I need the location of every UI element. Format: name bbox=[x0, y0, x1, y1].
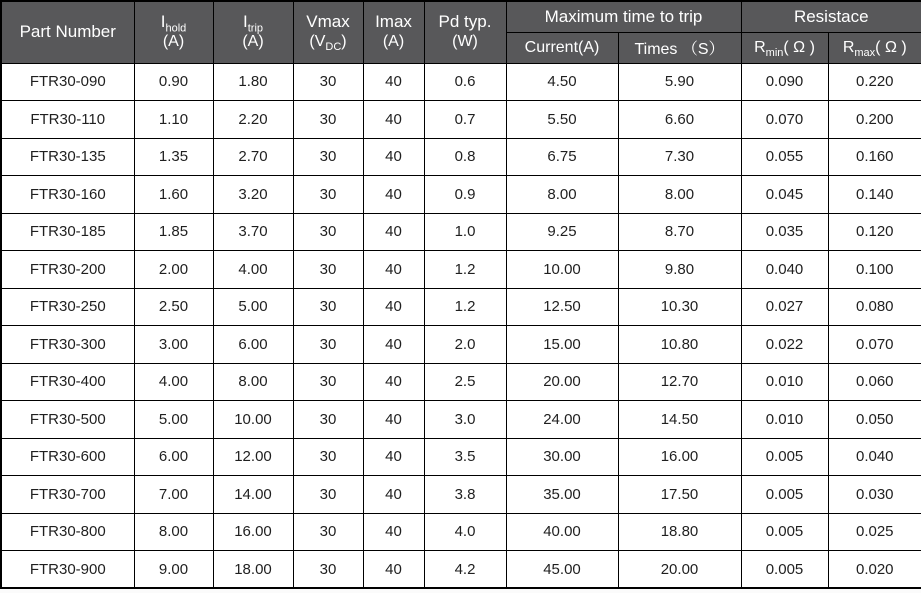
value-cell: 0.055 bbox=[741, 138, 828, 176]
value-cell: 0.220 bbox=[828, 63, 921, 101]
part-number-cell: FTR30-160 bbox=[1, 176, 134, 214]
value-cell: 2.70 bbox=[213, 138, 293, 176]
value-cell: 0.160 bbox=[828, 138, 921, 176]
value-cell: 30 bbox=[293, 176, 363, 214]
value-cell: 12.50 bbox=[506, 288, 618, 326]
value-cell: 0.070 bbox=[828, 326, 921, 364]
col-header-pd-typ bbox=[424, 1, 506, 63]
value-cell: 8.00 bbox=[506, 176, 618, 214]
value-cell: 40 bbox=[363, 251, 424, 289]
value-cell: 1.60 bbox=[134, 176, 213, 214]
value-cell: 0.020 bbox=[828, 551, 921, 589]
value-cell: 10.00 bbox=[506, 251, 618, 289]
table-row bbox=[1, 476, 921, 514]
value-cell: 0.027 bbox=[741, 288, 828, 326]
value-cell: 2.00 bbox=[134, 251, 213, 289]
value-cell: 40 bbox=[363, 513, 424, 551]
vmax-base: Vmax bbox=[306, 12, 350, 32]
part-number-cell: FTR30-185 bbox=[1, 213, 134, 251]
value-cell: 14.00 bbox=[213, 476, 293, 514]
col-header-part-number: Part Number bbox=[1, 1, 134, 63]
table-row bbox=[1, 288, 921, 326]
col-header-vmax bbox=[293, 1, 363, 63]
col-header-rmin bbox=[741, 32, 828, 63]
value-cell: 30 bbox=[293, 513, 363, 551]
value-cell: 5.00 bbox=[134, 401, 213, 439]
value-cell: 0.080 bbox=[828, 288, 921, 326]
value-cell: 0.005 bbox=[741, 438, 828, 476]
value-cell: 1.2 bbox=[424, 251, 506, 289]
table-row bbox=[1, 213, 921, 251]
value-cell: 30 bbox=[293, 138, 363, 176]
value-cell: 0.010 bbox=[741, 401, 828, 439]
part-number-cell: FTR30-500 bbox=[1, 401, 134, 439]
value-cell: 3.00 bbox=[134, 326, 213, 364]
value-cell: 40 bbox=[363, 326, 424, 364]
col-group-max-time-to-trip: Maximum time to trip bbox=[506, 1, 741, 32]
value-cell: 0.035 bbox=[741, 213, 828, 251]
value-cell: 0.070 bbox=[741, 101, 828, 139]
table-row bbox=[1, 513, 921, 551]
value-cell: 0.120 bbox=[828, 213, 921, 251]
value-cell: 0.005 bbox=[741, 551, 828, 589]
part-number-cell: FTR30-600 bbox=[1, 438, 134, 476]
value-cell: 30 bbox=[293, 551, 363, 589]
value-cell: 10.00 bbox=[213, 401, 293, 439]
value-cell: 4.00 bbox=[213, 251, 293, 289]
value-cell: 5.00 bbox=[213, 288, 293, 326]
value-cell: 30 bbox=[293, 213, 363, 251]
value-cell: 4.50 bbox=[506, 63, 618, 101]
value-cell: 30.00 bbox=[506, 438, 618, 476]
value-cell: 40 bbox=[363, 63, 424, 101]
table-row bbox=[1, 101, 921, 139]
value-cell: 30 bbox=[293, 326, 363, 364]
value-cell: 0.060 bbox=[828, 363, 921, 401]
pd-unit: (W) bbox=[452, 33, 478, 51]
value-cell: 0.005 bbox=[741, 513, 828, 551]
value-cell: 20.00 bbox=[618, 551, 741, 589]
value-cell: 24.00 bbox=[506, 401, 618, 439]
ihold-base: I bbox=[160, 12, 166, 32]
value-cell: 0.9 bbox=[424, 176, 506, 214]
value-cell: 3.0 bbox=[424, 401, 506, 439]
value-cell: 30 bbox=[293, 63, 363, 101]
vmax-unit-post: ) bbox=[341, 33, 347, 51]
value-cell: 8.00 bbox=[618, 176, 741, 214]
rmax-unit: ( Ω ) bbox=[875, 38, 907, 56]
part-number-cell: FTR30-250 bbox=[1, 288, 134, 326]
itrip-subscript: trip bbox=[247, 22, 263, 35]
value-cell: 1.35 bbox=[134, 138, 213, 176]
value-cell: 8.00 bbox=[134, 513, 213, 551]
ihold-subscript: hold bbox=[165, 22, 187, 35]
table-row bbox=[1, 438, 921, 476]
value-cell: 30 bbox=[293, 401, 363, 439]
imax-base: Imax bbox=[375, 12, 412, 32]
value-cell: 6.75 bbox=[506, 138, 618, 176]
ihold-unit: (A) bbox=[162, 33, 185, 51]
value-cell: 40 bbox=[363, 363, 424, 401]
value-cell: 0.010 bbox=[741, 363, 828, 401]
table-row bbox=[1, 363, 921, 401]
rmax-base: R bbox=[842, 38, 855, 56]
value-cell: 9.25 bbox=[506, 213, 618, 251]
value-cell: 0.030 bbox=[828, 476, 921, 514]
vmax-unit-pre: (V bbox=[309, 33, 326, 51]
table-row bbox=[1, 326, 921, 364]
value-cell: 12.70 bbox=[618, 363, 741, 401]
value-cell: 40.00 bbox=[506, 513, 618, 551]
value-cell: 30 bbox=[293, 288, 363, 326]
value-cell: 7.30 bbox=[618, 138, 741, 176]
rmin-unit: ( Ω ) bbox=[783, 38, 815, 56]
value-cell: 4.2 bbox=[424, 551, 506, 589]
value-cell: 3.70 bbox=[213, 213, 293, 251]
value-cell: 3.20 bbox=[213, 176, 293, 214]
value-cell: 6.00 bbox=[134, 438, 213, 476]
value-cell: 6.60 bbox=[618, 101, 741, 139]
col-header-itrip bbox=[213, 1, 293, 63]
value-cell: 0.100 bbox=[828, 251, 921, 289]
value-cell: 0.025 bbox=[828, 513, 921, 551]
value-cell: 1.2 bbox=[424, 288, 506, 326]
rmin-subscript: min bbox=[765, 46, 784, 59]
imax-unit: (A) bbox=[382, 33, 405, 51]
value-cell: 0.045 bbox=[741, 176, 828, 214]
value-cell: 9.00 bbox=[134, 551, 213, 589]
value-cell: 40 bbox=[363, 138, 424, 176]
value-cell: 0.040 bbox=[828, 438, 921, 476]
value-cell: 16.00 bbox=[213, 513, 293, 551]
part-number-cell: FTR30-110 bbox=[1, 101, 134, 139]
value-cell: 18.00 bbox=[213, 551, 293, 589]
value-cell: 40 bbox=[363, 101, 424, 139]
part-number-cell: FTR30-900 bbox=[1, 551, 134, 589]
value-cell: 2.50 bbox=[134, 288, 213, 326]
value-cell: 1.10 bbox=[134, 101, 213, 139]
rmin-base: R bbox=[754, 38, 766, 56]
value-cell: 8.70 bbox=[618, 213, 741, 251]
value-cell: 0.200 bbox=[828, 101, 921, 139]
value-cell: 0.040 bbox=[741, 251, 828, 289]
table-body bbox=[1, 63, 921, 588]
value-cell: 40 bbox=[363, 551, 424, 589]
part-number-cell: FTR30-400 bbox=[1, 363, 134, 401]
value-cell: 5.50 bbox=[506, 101, 618, 139]
table-row bbox=[1, 251, 921, 289]
value-cell: 3.5 bbox=[424, 438, 506, 476]
value-cell: 4.00 bbox=[134, 363, 213, 401]
col-header-rmax bbox=[828, 32, 921, 63]
value-cell: 0.050 bbox=[828, 401, 921, 439]
value-cell: 0.022 bbox=[741, 326, 828, 364]
table-header bbox=[1, 1, 921, 63]
value-cell: 40 bbox=[363, 176, 424, 214]
value-cell: 40 bbox=[363, 476, 424, 514]
part-number-cell: FTR30-700 bbox=[1, 476, 134, 514]
value-cell: 9.80 bbox=[618, 251, 741, 289]
value-cell: 0.140 bbox=[828, 176, 921, 214]
value-cell: 30 bbox=[293, 438, 363, 476]
value-cell: 20.00 bbox=[506, 363, 618, 401]
value-cell: 17.50 bbox=[618, 476, 741, 514]
value-cell: 10.30 bbox=[618, 288, 741, 326]
part-number-cell: FTR30-090 bbox=[1, 63, 134, 101]
table-row bbox=[1, 138, 921, 176]
col-header-imax bbox=[363, 1, 424, 63]
value-cell: 5.90 bbox=[618, 63, 741, 101]
vmax-unit-subscript: DC bbox=[325, 41, 342, 54]
value-cell: 2.0 bbox=[424, 326, 506, 364]
value-cell: 40 bbox=[363, 213, 424, 251]
value-cell: 15.00 bbox=[506, 326, 618, 364]
value-cell: 4.0 bbox=[424, 513, 506, 551]
col-header-current: Current(A) bbox=[506, 32, 618, 63]
part-number-cell: FTR30-135 bbox=[1, 138, 134, 176]
value-cell: 0.090 bbox=[741, 63, 828, 101]
value-cell: 7.00 bbox=[134, 476, 213, 514]
part-number-cell: FTR30-800 bbox=[1, 513, 134, 551]
table-row bbox=[1, 401, 921, 439]
itrip-unit: (A) bbox=[242, 33, 264, 51]
value-cell: 1.85 bbox=[134, 213, 213, 251]
value-cell: 2.5 bbox=[424, 363, 506, 401]
table-row bbox=[1, 551, 921, 589]
value-cell: 0.8 bbox=[424, 138, 506, 176]
value-cell: 12.00 bbox=[213, 438, 293, 476]
table-row bbox=[1, 176, 921, 214]
col-header-ihold bbox=[134, 1, 213, 63]
value-cell: 18.80 bbox=[618, 513, 741, 551]
col-header-times: Times （S） bbox=[618, 32, 741, 63]
value-cell: 1.80 bbox=[213, 63, 293, 101]
value-cell: 35.00 bbox=[506, 476, 618, 514]
value-cell: 2.20 bbox=[213, 101, 293, 139]
value-cell: 30 bbox=[293, 251, 363, 289]
value-cell: 30 bbox=[293, 101, 363, 139]
itrip-base: I bbox=[242, 12, 248, 32]
value-cell: 1.0 bbox=[424, 213, 506, 251]
value-cell: 16.00 bbox=[618, 438, 741, 476]
value-cell: 40 bbox=[363, 438, 424, 476]
value-cell: 45.00 bbox=[506, 551, 618, 589]
value-cell: 30 bbox=[293, 476, 363, 514]
value-cell: 40 bbox=[363, 288, 424, 326]
pd-base: Pd typ. bbox=[438, 12, 492, 32]
col-group-resistance: Resistace bbox=[741, 1, 921, 32]
value-cell: 14.50 bbox=[618, 401, 741, 439]
value-cell: 0.6 bbox=[424, 63, 506, 101]
part-number-cell: FTR30-200 bbox=[1, 251, 134, 289]
part-number-cell: FTR30-300 bbox=[1, 326, 134, 364]
value-cell: 6.00 bbox=[213, 326, 293, 364]
value-cell: 10.80 bbox=[618, 326, 741, 364]
value-cell: 3.8 bbox=[424, 476, 506, 514]
value-cell: 0.90 bbox=[134, 63, 213, 101]
value-cell: 40 bbox=[363, 401, 424, 439]
value-cell: 8.00 bbox=[213, 363, 293, 401]
value-cell: 0.7 bbox=[424, 101, 506, 139]
rmax-subscript: max bbox=[854, 46, 876, 59]
table-row bbox=[1, 63, 921, 101]
value-cell: 30 bbox=[293, 363, 363, 401]
value-cell: 0.005 bbox=[741, 476, 828, 514]
